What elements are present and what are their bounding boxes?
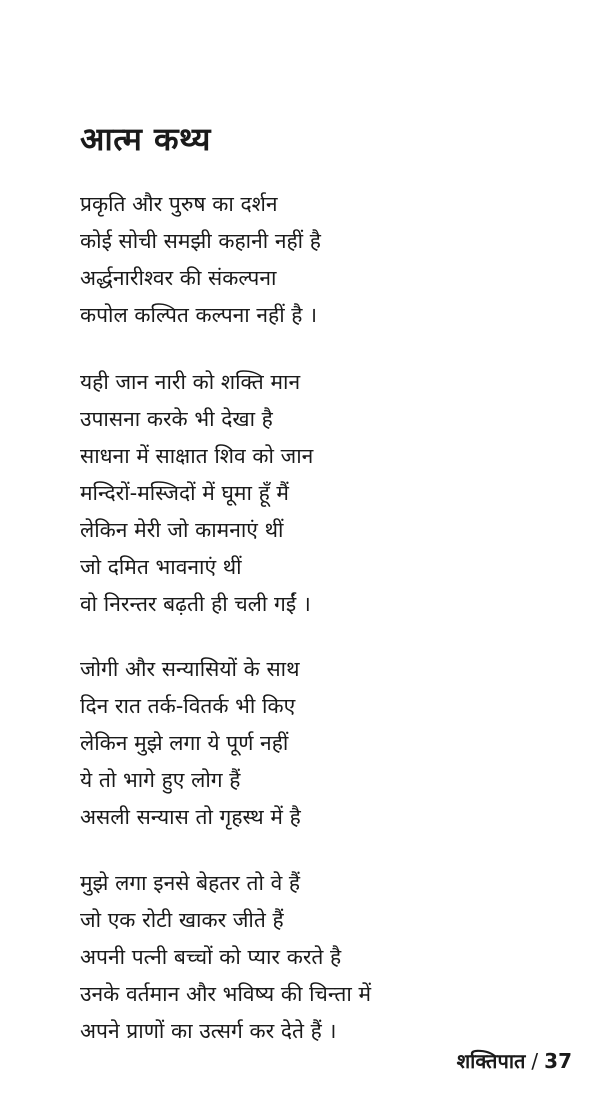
poem-line: उनके वर्तमान और भविष्य की चिन्ता में bbox=[80, 982, 372, 1006]
poem-line: प्रकृति और पुरुष का दर्शन bbox=[80, 192, 278, 216]
poem-line: लेकिन मेरी जो कामनाएं थीं bbox=[80, 518, 284, 542]
poem-line: वो निरन्तर बढ़ती ही चली गईं । bbox=[80, 592, 311, 616]
poem-line: मुझे लगा इनसे बेहतर तो वे हैं bbox=[80, 871, 301, 895]
poem-line: जो एक रोटी खाकर जीते हैं bbox=[80, 908, 284, 932]
stanza-2 bbox=[80, 364, 313, 623]
poem-line: अपनी पत्नी बच्चों को प्यार करते है bbox=[80, 945, 342, 969]
poem-title: आत्म कथ्य bbox=[80, 120, 211, 159]
poem-line: उपासना करके भी देखा है bbox=[80, 407, 273, 431]
poem-line: अर्द्धनारीश्वर की संकल्पना bbox=[80, 266, 277, 290]
book-title: शक्तिपात bbox=[456, 1049, 526, 1073]
poem-line: कोई सोची समझी कहानी नहीं है bbox=[80, 229, 321, 253]
poem-line: दिन रात तर्क-वितर्क भी किए bbox=[80, 694, 296, 718]
stanza-1 bbox=[80, 186, 321, 334]
poem-line: मन्दिरों-मस्जिदों में घूमा हूँ मैं bbox=[80, 481, 289, 505]
poem-line: जोगी और सन्यासियों के साथ bbox=[80, 657, 300, 681]
poem-line: यही जान नारी को शक्ति मान bbox=[80, 370, 301, 394]
footer-separator: / bbox=[531, 1049, 539, 1073]
poem-line: कपोल कल्पित कल्पना नहीं है । bbox=[80, 303, 318, 327]
poem-line: साधना में साक्षात शिव को जान bbox=[80, 444, 314, 468]
poem-line: लेकिन मुझे लगा ये पूर्ण नहीं bbox=[80, 731, 289, 755]
page-number: 37 bbox=[544, 1049, 572, 1073]
page-footer bbox=[457, 1047, 572, 1074]
poem-line: अपने प्राणों का उत्सर्ग कर देते हैं । bbox=[80, 1019, 337, 1043]
poem-line: ये तो भागे हुए लोग हैं bbox=[80, 768, 241, 792]
poem-line: जो दमित भावनाएं थीं bbox=[80, 555, 242, 579]
stanza-3 bbox=[80, 651, 301, 836]
poem-line: असली सन्यास तो गृहस्थ में है bbox=[80, 805, 301, 829]
stanza-4 bbox=[80, 865, 371, 1050]
